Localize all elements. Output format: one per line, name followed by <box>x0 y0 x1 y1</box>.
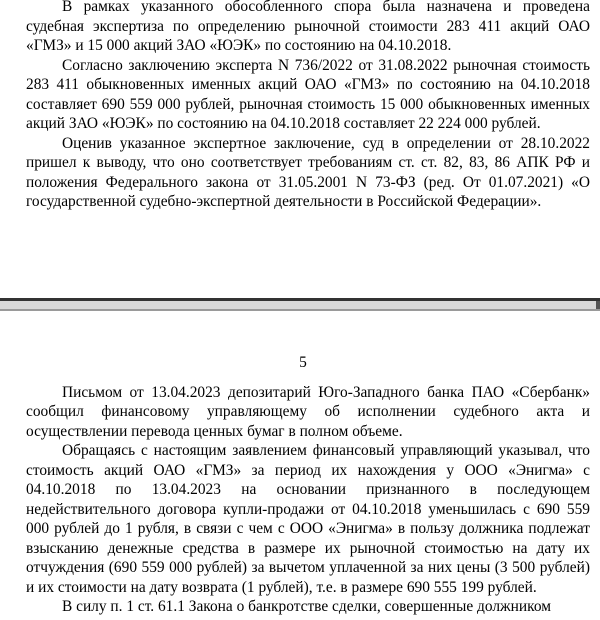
page-break-divider <box>0 298 600 311</box>
paragraph-bankruptcy-law: В силу п. 1 ст. 61.1 Закона о банкротстве сделки, совершенные должником <box>62 598 551 615</box>
paragraph-manager-claim: Обращаясь с настоящим заявлением финансовый управляющий указывал, что стоимость акций ОАО «ГМЗ» за период их нахождения у ООО «Энигма» с 04.10.2018 по 13.04.2023 на основании признанного в последующем недействительного договора купли-продажи от 04.10.2018 уменьшилась с 690 559 000 рублей до 1 рубля, в связи с чем с ООО «Энигма» в пользу должника подлежат взысканию денежные средства в размере их рыночной стоимостью на дату их отчуждения (690 559 000 рублей) за вычетом уплаченной за них цены (3 500 рублей) и их стоимости на дату возврата (1 рублей), т.е. в размере 690 555 199 рублей. <box>26 442 590 596</box>
paragraph-depository-letter: Письмом от 13.04.2023 депозитарий Юго-Западного банка ПАО «Сбербанк» сообщил финансовому управляющему об исполнении судебного акта и осуществлении перевода ценных бумаг в полном объеме. <box>26 383 590 440</box>
paragraph-expert-conclusion: Согласно заключению эксперта N 736/2022 от 31.08.2022 рыночная стоимость 283 411 обыкновенных именных акций ОАО «ГМЗ» по состоянию на 04.10.2018 составляет 690 559 000 рублей, рыночная стоимость 15 000 обыкновенных именных акций ЗАО «ЮЭК» по состоянию на 04.10.2018 составляет 22 224 000 рублей. <box>26 56 590 132</box>
document-page-bottom <box>0 311 600 620</box>
page-edge-shadow <box>596 301 600 309</box>
page-number: 5 <box>299 354 307 371</box>
paragraph-court-assessment: Оценив указанное экспертное заключение, суд в определении от 28.10.2022 пришел к выводу, что оно соответствует требованиям ст. ст. 82, 83, 86 АПК РФ и положения Федерального закона от 31.05.2001 N 73-ФЗ (ред. От 01.07.2021) «О государственной судебно-экспертной деятельности в Российской Федерации». <box>26 134 590 210</box>
document-page-top <box>0 0 600 300</box>
paragraph-expertise: В рамках указанного обособленного спора была назначена и проведена судебная экспертиза по определению рыночной стоимости 283 411 акций ОАО «ГМЗ» и 15 000 акций ЗАО «ЮЭК» по состоянию на 04.10.2018. <box>26 0 590 54</box>
